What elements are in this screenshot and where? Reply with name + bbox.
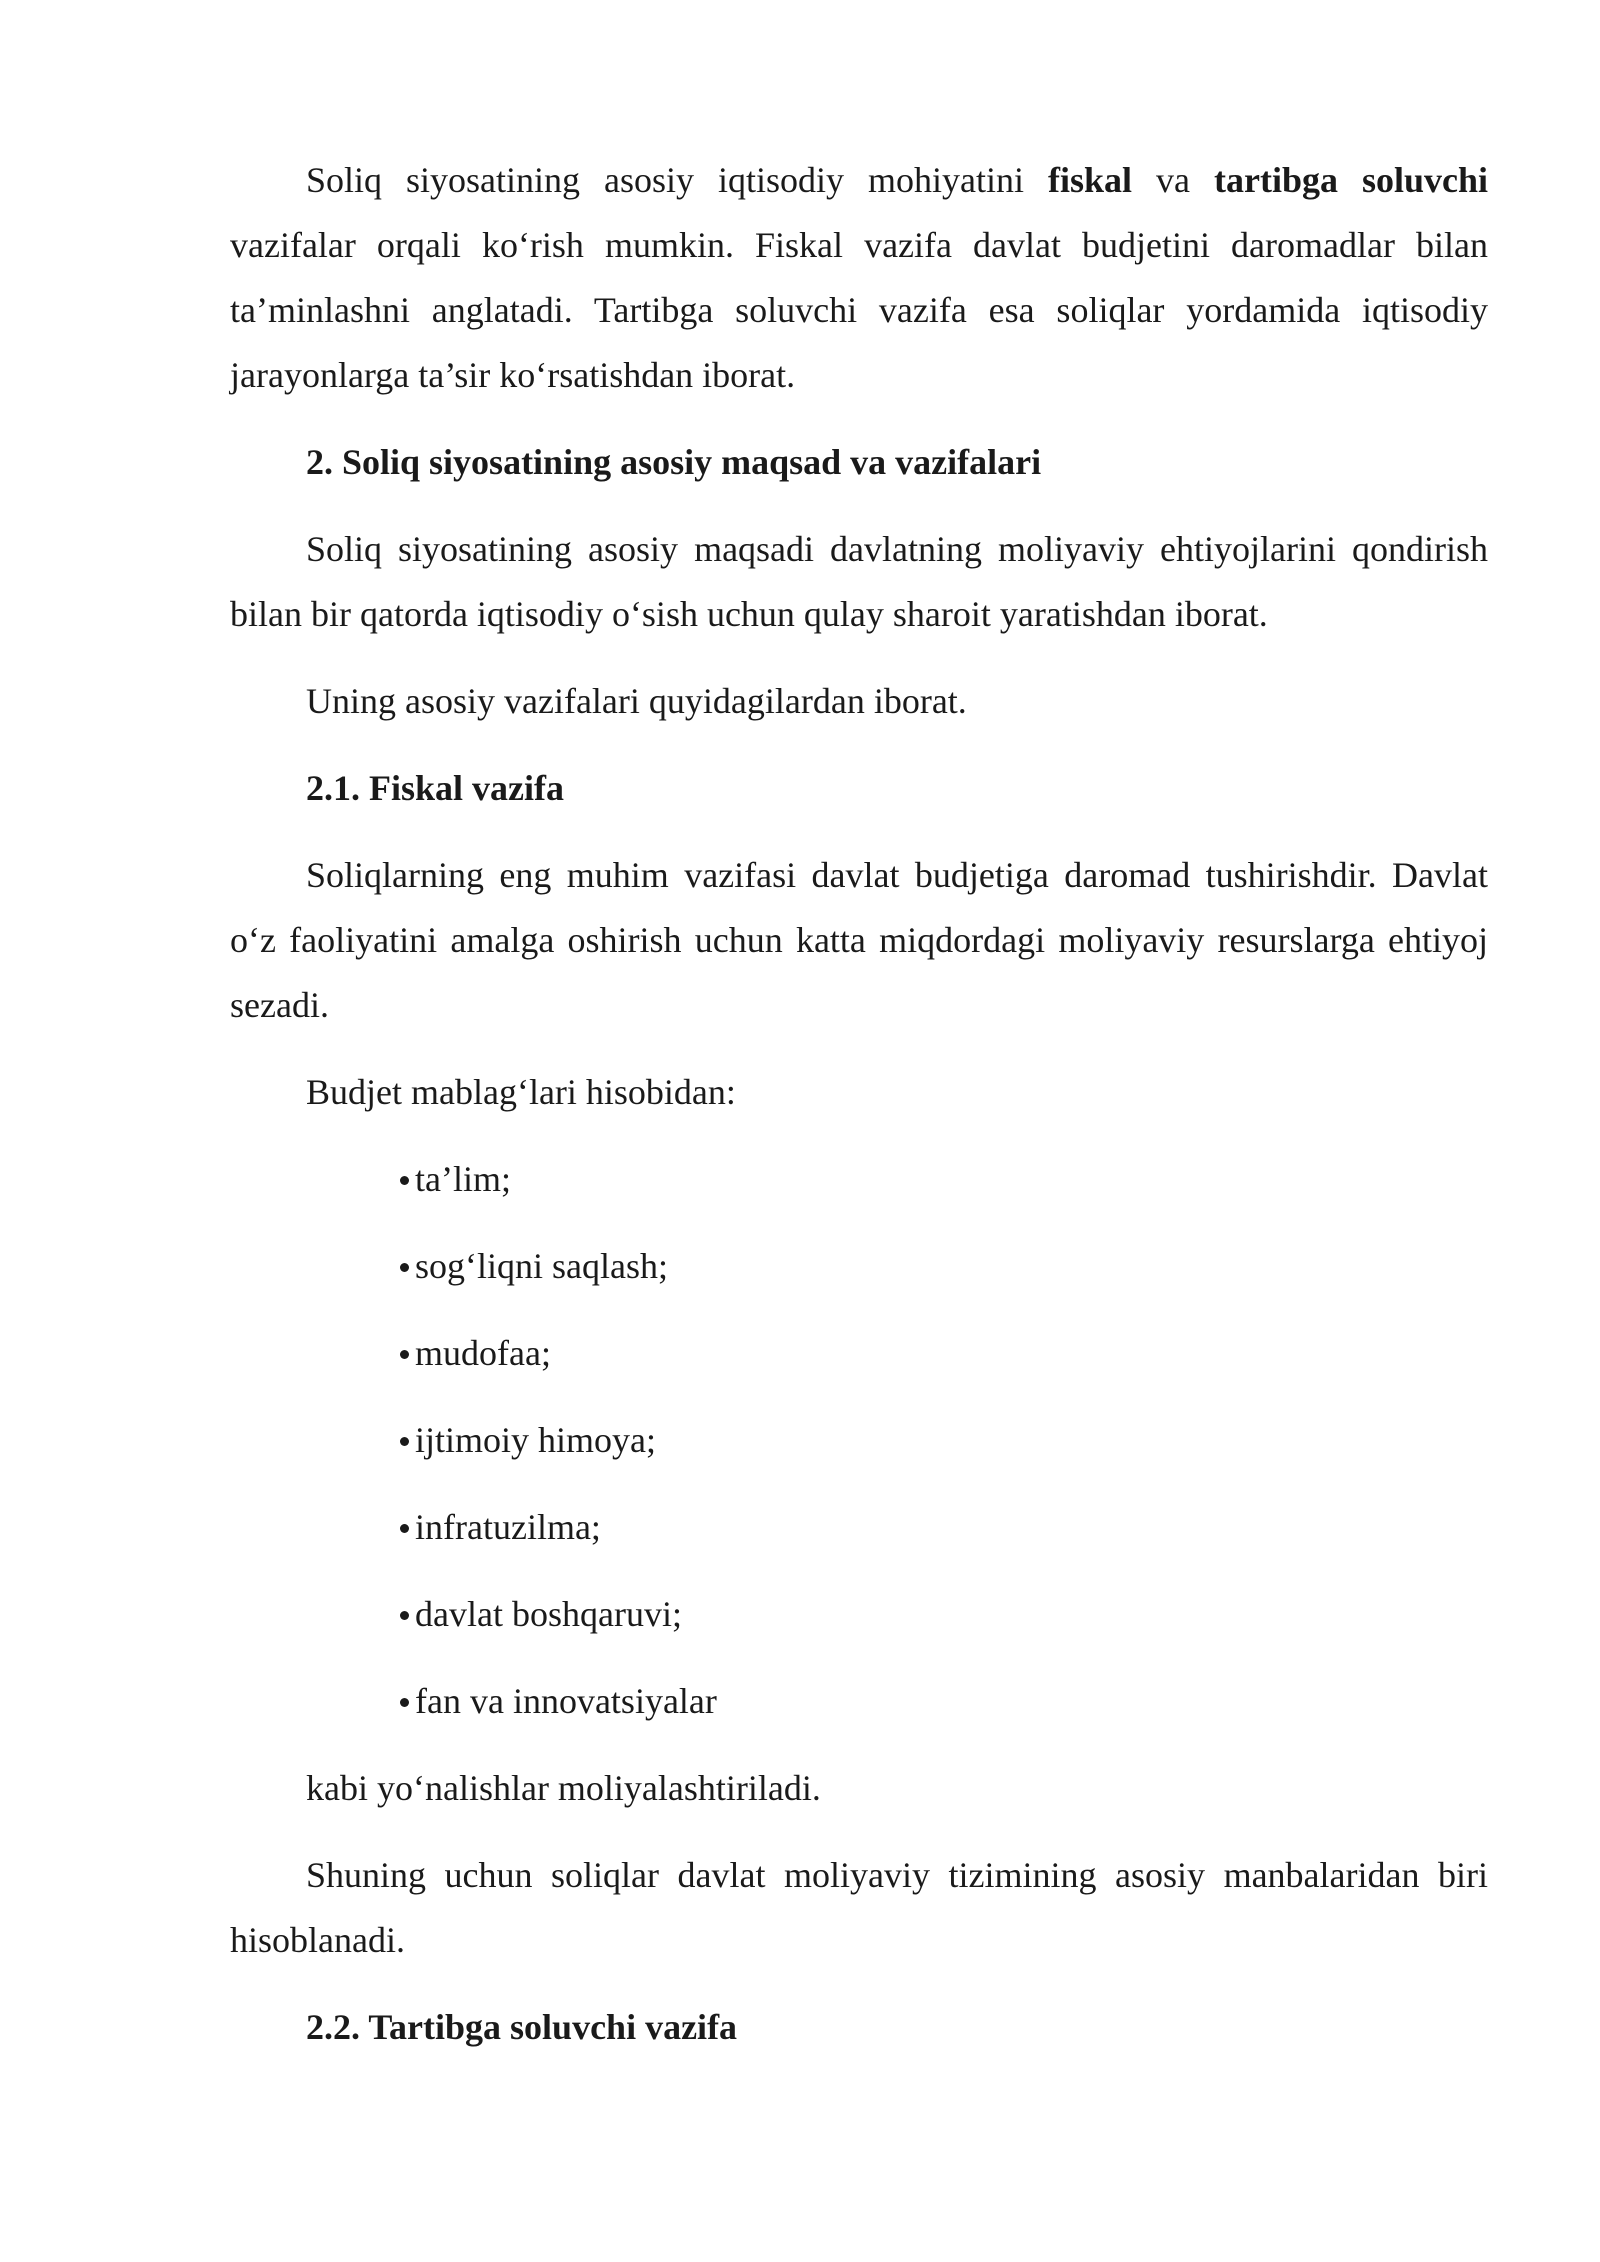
bullet-icon (400, 1176, 409, 1185)
intro-bold-fiskal: fiskal (1048, 160, 1133, 200)
bullet-icon (400, 1437, 409, 1446)
list-item-text: fan va innovatsiyalar (415, 1681, 717, 1721)
section-2-1-paragraph-3: kabi yo‘nalishlar moliyalashtiriladi. (306, 1768, 821, 1808)
section-2-paragraph-1: Soliq siyosatining asosiy maqsadi davlatning moliyaviy ehtiyojlarini qondirish bilan bir qatorda iqtisodiy o‘sish uchun qulay sharoit yaratishdan iborat. (230, 529, 1488, 634)
intro-text-3: vazifalar orqali ko‘rish mumkin. Fiskal vazifa davlat budjetini daromadlar bilan ta’minlashni anglatadi. Tartibga soluvchi vazifa esa soliqlar yordamida iqtisodiy jarayonlarga ta’sir ko‘rsatishdan iborat. (230, 225, 1488, 395)
list-item (400, 1234, 1488, 1299)
intro-paragraph (230, 148, 1488, 408)
list-item (400, 1582, 1488, 1647)
bullet-icon (400, 1263, 409, 1272)
list-item-text: infratuzilma; (415, 1507, 601, 1547)
bullet-icon (400, 1611, 409, 1620)
list-item-text: ta’lim; (415, 1159, 511, 1199)
list-item (400, 1495, 1488, 1560)
list-item-text: sog‘liqni saqlash; (415, 1246, 668, 1286)
section-2-1-heading: 2.1. Fiskal vazifa (306, 768, 564, 808)
intro-bold-tartibga: tartibga soluvchi (1214, 160, 1489, 200)
section-2-1-paragraph-4: Shuning uchun soliqlar davlat moliyaviy tizimining asosiy manbalaridan biri hisoblanadi. (230, 1855, 1488, 1960)
list-item (400, 1408, 1488, 1473)
list-item-text: mudofaa; (415, 1333, 551, 1373)
list-item-text: davlat boshqaruvi; (415, 1594, 682, 1634)
budget-areas-list (230, 1147, 1488, 1734)
section-2-heading: 2. Soliq siyosatining asosiy maqsad va vazifalari (306, 442, 1042, 482)
section-2-paragraph-2: Uning asosiy vazifalari quyidagilardan iborat. (306, 681, 967, 721)
list-item (400, 1669, 1488, 1734)
bullet-icon (400, 1524, 409, 1533)
list-item (400, 1321, 1488, 1386)
bullet-icon (400, 1350, 409, 1359)
section-2-1-paragraph-2: Budjet mablag‘lari hisobidan: (306, 1072, 736, 1112)
intro-text-1: Soliq siyosatining asosiy iqtisodiy mohiyatini (306, 160, 1048, 200)
document-page (230, 148, 1488, 2082)
list-item (400, 1147, 1488, 1212)
section-2-1-paragraph-1: Soliqlarning eng muhim vazifasi davlat budjetiga daromad tushirishdir. Davlat o‘z faoliyatini amalga oshirish uchun katta miqdordagi moliyaviy resurslarga ehtiyoj sezadi. (230, 855, 1488, 1025)
list-item-text: ijtimoiy himoya; (415, 1420, 656, 1460)
bullet-icon (400, 1698, 409, 1707)
section-2-2-heading: 2.2. Tartibga soluvchi vazifa (306, 2007, 738, 2047)
intro-text-2: va (1132, 160, 1214, 200)
